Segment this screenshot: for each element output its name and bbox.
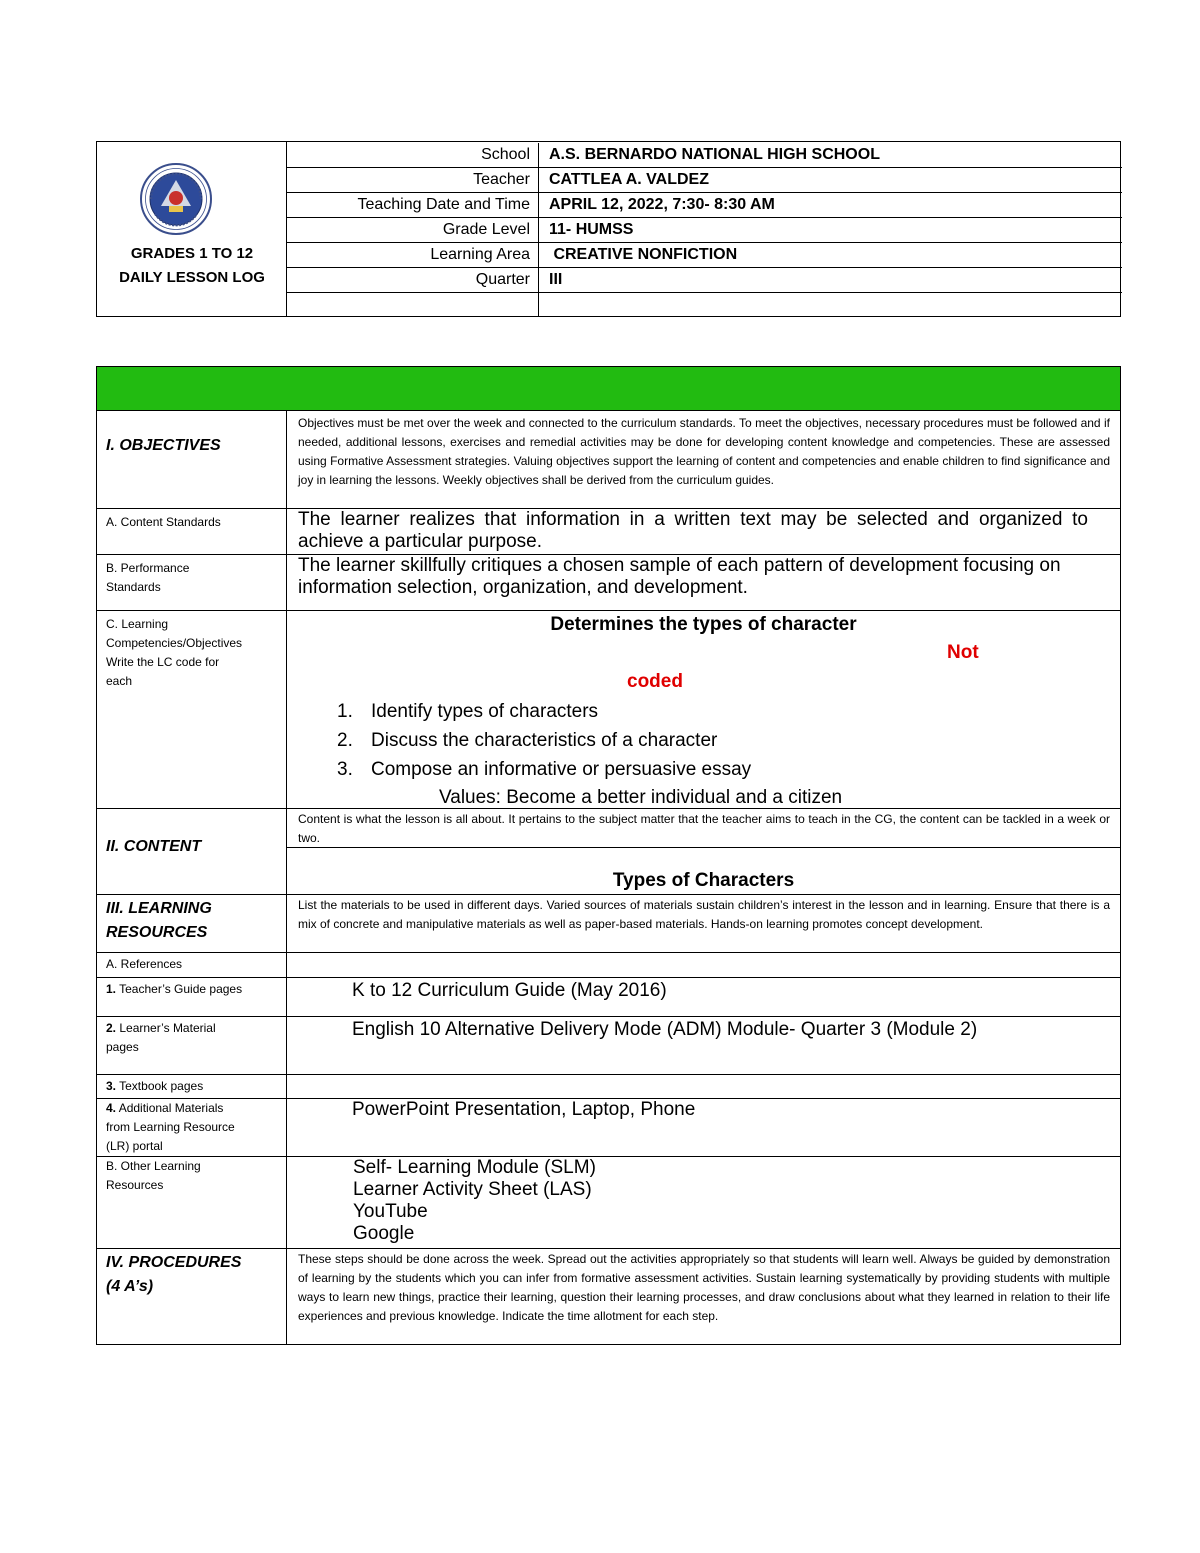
quarter-value: III (549, 271, 563, 288)
teachers-guide-cell (287, 978, 1120, 1016)
list-item: 3. Compose an informative or persuasive essay (337, 759, 752, 780)
performance-standards-label-1: B. Performance (106, 561, 190, 575)
list-item: Google (353, 1223, 415, 1244)
values-line: Values: Become a better individual and a citizen (439, 787, 843, 808)
competency-item-3: Compose an informative or persuasive essay (371, 759, 752, 780)
content-guide: Content is what the lesson is all about. It pertains to the subject matter that the teacher aims to teach in the CG, the content can be tackled in a week or two. (298, 812, 1110, 845)
other-resources-row (97, 1157, 1120, 1249)
textbook-cell (287, 1075, 1120, 1098)
additional-materials-label-text: Additional Materials (116, 1101, 224, 1115)
performance-standards-row (97, 555, 1120, 611)
additional-materials-num: 4. (106, 1101, 117, 1115)
learners-material-label-cell (97, 1017, 287, 1074)
content-guide-cell (287, 809, 1120, 848)
procedures-guide-cell (287, 1249, 1120, 1345)
objectives-guide-cell (287, 411, 1120, 508)
competencies-label-3: Write the LC code for (106, 655, 220, 669)
list-item: YouTube (353, 1201, 428, 1222)
title-line-2: DAILY LESSON LOG (119, 269, 265, 286)
teacher-label: Teacher (287, 168, 539, 192)
not-coded-note-2: coded (627, 671, 683, 692)
performance-standards-label-cell (97, 555, 287, 610)
learning-resources-row (97, 895, 1120, 953)
additional-materials-value: PowerPoint Presentation, Laptop, Phone (352, 1099, 696, 1120)
logo-cell (97, 142, 287, 316)
date-label: Teaching Date and Time (287, 193, 539, 217)
teachers-guide-label-text: Teacher’s Guide pages (116, 982, 243, 996)
other-resources-cell (287, 1157, 1120, 1248)
learners-material-label-1 (106, 1019, 286, 1038)
dll-header (96, 141, 1121, 317)
teachers-guide-label-cell (97, 978, 287, 1016)
learning-resources-guide-cell (287, 895, 1120, 952)
learning-resources-label-cell (97, 895, 287, 952)
procedures-title-1: IV. PROCEDURES (106, 1254, 242, 1271)
header-row-empty (287, 293, 1122, 317)
list-item: Self- Learning Module (SLM) (353, 1157, 596, 1178)
references-label-cell (97, 953, 287, 977)
green-header-bar (97, 367, 1120, 411)
title-line-1: GRADES 1 TO 12 (130, 245, 254, 262)
school-label: School (287, 143, 539, 167)
grade-value: 11- HUMSS (549, 221, 634, 238)
additional-materials-label-2: from Learning Resource (106, 1120, 235, 1134)
not-coded-note-1: Not (947, 642, 979, 663)
content-standards-label-cell (97, 509, 287, 554)
teachers-guide-row (97, 978, 1120, 1017)
objectives-guide: Objectives must be met over the week and connected to the curriculum standards. To meet the objectives, necessary procedures must be followed and if needed, additional lessons, exercises and remedial activities may be done for developing content knowledge and competencies. These are assessed using Formative Assessment strategies. Valuing objectives support the learning of content and competencies and enable children to find significance and joy in learning the lessons. Weekly objectives shall be derived from the curriculum guides. (298, 416, 1110, 487)
learners-material-label-text: Learner’s Material (116, 1021, 216, 1035)
objectives-title: I. OBJECTIVES (106, 437, 221, 454)
school-value: A.S. BERNARDO NATIONAL HIGH SCHOOL (549, 146, 880, 163)
header-row-date (287, 193, 1122, 217)
other-resources-label-2: Resources (106, 1178, 164, 1192)
teachers-guide-label (106, 980, 286, 999)
performance-standards-cell (287, 555, 1120, 610)
header-row-area (287, 243, 1122, 267)
learners-material-cell (287, 1017, 1120, 1074)
list-item: 1. Identify types of characters (337, 701, 599, 722)
learners-material-row (97, 1017, 1120, 1075)
lesson-log-title (97, 242, 287, 290)
references-row (97, 953, 1120, 978)
competencies-label-4: each (106, 674, 133, 688)
textbook-num: 3. (106, 1079, 117, 1093)
additional-materials-label-3: (LR) portal (106, 1139, 163, 1153)
competencies-heading: Determines the types of character (550, 614, 857, 635)
competencies-label-2: Competencies/Objectives (106, 636, 243, 650)
competencies-list (337, 697, 751, 784)
content-title: II. CONTENT (106, 838, 202, 855)
other-resources-label-1: B. Other Learning (106, 1159, 201, 1173)
content-topic: Types of Characters (612, 870, 795, 891)
competencies-label-1: C. Learning (106, 617, 169, 631)
deped-seal-logo (139, 162, 213, 236)
empty-value (539, 293, 1122, 317)
procedures-row (97, 1249, 1120, 1345)
header-row-teacher (287, 168, 1122, 192)
list-item: 2. Discuss the characteristics of a character (337, 730, 718, 751)
teachers-guide-value: K to 12 Curriculum Guide (May 2016) (352, 980, 667, 1001)
additional-materials-label-1 (106, 1099, 286, 1118)
date-value: APRIL 12, 2022, 7:30- 8:30 AM (549, 196, 775, 213)
content-standards-text: The learner realizes that information in a written text may be selected and organized to achieve a particular purpose. (298, 509, 1088, 552)
teachers-guide-num: 1. (106, 982, 117, 996)
learners-material-value: English 10 Alternative Delivery Mode (ADM) Module- Quarter 3 (Module 2) (352, 1019, 978, 1040)
competencies-cell (287, 611, 1120, 808)
procedures-guide: These steps should be done across the week. Spread out the activities appropriately so that students will learn well. Always be guided by demonstration of learning by the students which you can infer from formative assessment activities. Sustain learning systematically by providing students with multiple ways to learn new things, practice their learning, question their learning processes, and draw conclusions about what they learned in relation to their life experiences and previous knowledge. Indicate the time allotment for each step. (298, 1252, 1110, 1323)
textbook-label-cell (97, 1075, 287, 1098)
teacher-value: CATTLEA A. VALDEZ (549, 171, 709, 188)
header-row-school (287, 143, 1122, 167)
lesson-table (96, 366, 1121, 1345)
additional-materials-cell (287, 1099, 1120, 1156)
content-row (97, 809, 1120, 895)
performance-standards-text: The learner skillfully critiques a chosen sample of each pattern of development focusing on information selection, organization, and development. (298, 555, 1061, 598)
competency-item-2: Discuss the characteristics of a character (371, 730, 718, 751)
textbook-label (106, 1077, 286, 1096)
additional-materials-row (97, 1099, 1120, 1157)
area-label: Learning Area (287, 243, 539, 267)
procedures-title-2: (4 A’s) (106, 1278, 154, 1295)
learning-resources-title-1: III. LEARNING (106, 900, 212, 917)
additional-materials-label-cell (97, 1099, 287, 1156)
textbook-label-text: Textbook pages (116, 1079, 204, 1093)
content-label-cell (97, 809, 287, 894)
list-item: Learner Activity Sheet (LAS) (353, 1179, 592, 1200)
competency-item-1: Identify types of characters (371, 701, 599, 722)
objectives-row (97, 411, 1120, 509)
grade-label: Grade Level (287, 218, 539, 242)
empty-label (287, 293, 539, 317)
content-cell (287, 809, 1120, 894)
quarter-label: Quarter (287, 268, 539, 292)
textbook-row (97, 1075, 1120, 1099)
learners-material-label-2: pages (106, 1040, 139, 1054)
content-standards-row (97, 509, 1120, 555)
header-row-grade (287, 218, 1122, 242)
area-value: CREATIVE NONFICTION (549, 246, 738, 263)
competencies-row (97, 611, 1120, 809)
competencies-label-cell (97, 611, 287, 808)
references-cell (287, 953, 1120, 977)
other-resources-label-cell (97, 1157, 287, 1248)
content-standards-label: A. Content Standards (106, 515, 221, 529)
learning-resources-guide: List the materials to be used in different days. Varied sources of materials sustain children’s interest in the lesson and in learning. Ensure that there is a mix of concrete and manipulative materials as well as paper-based materials. Hands-on learning promotes concept development. (298, 898, 1110, 931)
content-standards-cell (287, 509, 1120, 554)
procedures-label-cell (97, 1249, 287, 1345)
header-row-quarter (287, 268, 1122, 292)
references-label: A. References (106, 957, 183, 971)
objectives-label-cell (97, 411, 287, 508)
performance-standards-label-2: Standards (106, 580, 161, 594)
learning-resources-title-2: RESOURCES (106, 924, 208, 941)
learners-material-num: 2. (106, 1021, 117, 1035)
